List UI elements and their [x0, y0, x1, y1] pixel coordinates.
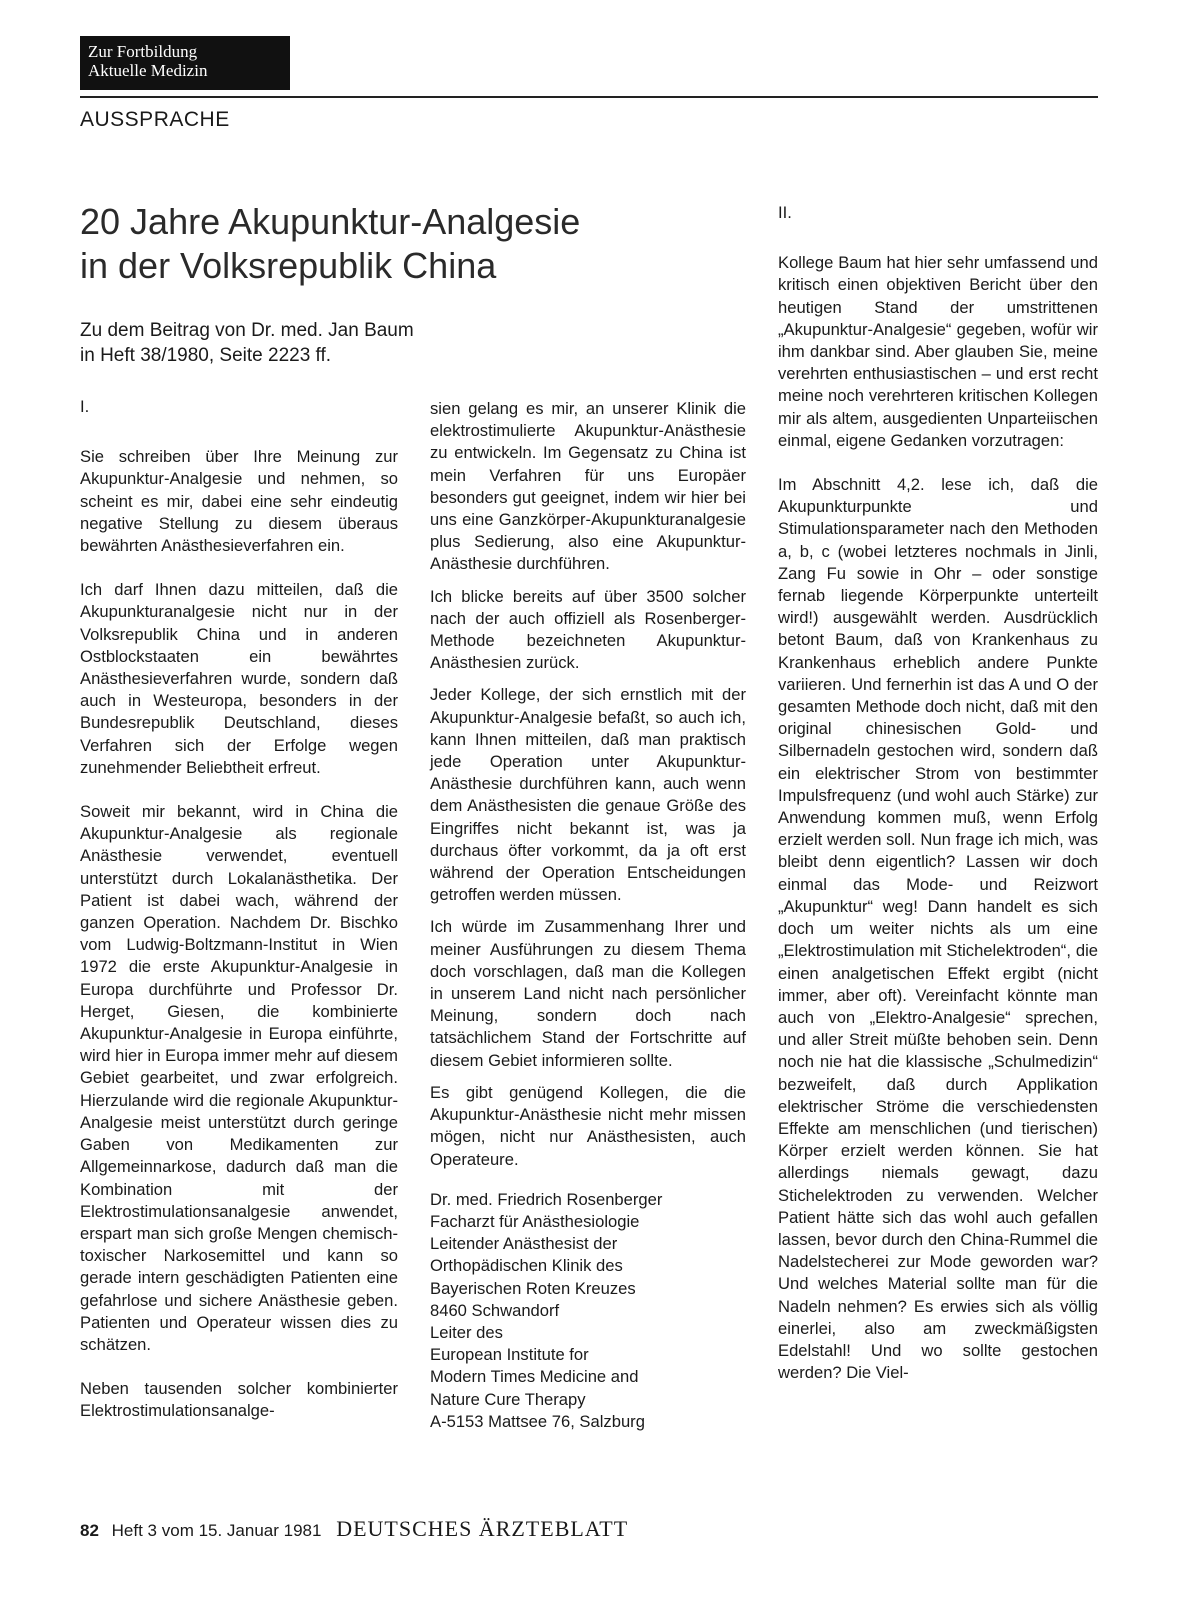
subtitle-line-2: in Heft 38/1980, Seite 2223 ff. [80, 345, 332, 366]
section-badge [80, 36, 290, 90]
article-subtitle [80, 318, 414, 368]
signature-line: A-5153 Mattsee 76, Salzburg [430, 1411, 645, 1431]
subtitle-line-1: Zu dem Beitrag von Dr. med. Jan Baum [80, 320, 414, 341]
section-label: AUSSPRACHE [80, 108, 230, 131]
signature-line: Bayerischen Roten Kreuzes [430, 1278, 636, 1298]
author-signature [430, 1189, 746, 1433]
page-footer [80, 1516, 628, 1542]
page-number: 82 [80, 1521, 99, 1540]
column-3 [778, 202, 1098, 1406]
section-heading-1: I. [80, 397, 90, 416]
paragraph: Ich würde im Zusammenhang Ihrer und meiner Ausführungen zu diesem Thema doch vorschlagen, daß man die Kollegen in unserem Land nicht nach persönlicher Meinung, sondern doch nach tatsächlichem Stand der Fortschritte auf diesem Gebiet informieren sollte. [430, 917, 746, 1070]
badge-line-1: Zur Fortbildung [88, 42, 198, 61]
header-rule [80, 96, 1098, 98]
paragraph: sien gelang es mir, an unserer Klinik die elektrostimulierte Akupunktur-Anästhesie zu entwickeln. Im Gegensatz zu China ist mein Verfahren für uns Europäer besonders gut geeignet, indem wir hier bei uns eine Ganzkörper-Akupunkturanalgesie plus Sedierung, also eine Akupunktur-Anästhesie durchführen. [430, 399, 746, 574]
section-heading-2: II. [778, 203, 792, 222]
paragraph: Im Abschnitt 4,2. lese ich, daß die Akupunkturpunkte und Stimulationsparameter nach den Methoden a, b, c (wobei letzteres nochmals in Jinli, Zang Fu sowie in Ohr – oder sonstige fernab liegende Körperpunkte unterteilt wird!) ausgewählt werden. Ausdrücklich betont Baum, daß von Krankenhaus zu Krankenhaus erheblich andere Punkte variieren. Und fernerhin ist das A und O der gesamten Methode doch nicht, daß mit den original chinesischen Gold- und Silbernadeln gestochen wird, sondern daß ein elektrischer Strom von bestimmter Impulsfrequenz (und wohl auch Stärke) zur Anwendung kommen muß, wenn Erfolg erzielt werden soll. Nun frage ich mich, was bleibt denn eigentlich? Lassen wir doch einmal das Mode- und Reizwort „Akupunktur“ weg! Dann handelt es sich doch um weiter nichts als um eine „Elektrostimulation mit Stichelektroden“, die einen analgetischen Effekt ergibt (nicht immer, aber oft). Vereinfacht könnte man auch von „Elektro-Analgesie“ sprechen, und aller Streit müßte behoben sein. Denn noch nie hat die klassische „Schulmedizin“ bezweifelt, daß durch Applikation elektrischer Ströme die verschiedensten Effekte am menschlichen (und tierischen) Körper erzielt werden können. Sie hat allerdings niemals gewagt, dazu Stichelektroden zu verwenden. Welcher Patient hätte sich das wohl auch gefallen lassen, bevor durch den China-Rummel die Nadelstecherei zur Mode geworden war? Und welches Material sollte man für die Nadeln nehmen? Es erwies sich als völlig einerlei, also am zweckmäßigsten Edelstahl! Und wo sollte gestochen werden? Die Viel- [778, 475, 1098, 1383]
article-title [80, 200, 580, 288]
paragraph: Jeder Kollege, der sich ernstlich mit der Akupunktur-Analgesie befaßt, so auch ich, kann Ihnen mitteilen, daß man praktisch jede Operation unter Akupunktur-Anästhesie durchführen kann, auch wenn dem Anästhesisten die genaue Größe des Eingriffes nicht bekannt ist, was ja durchaus öfter vorkommt, da ja oft erst während der Operation Entscheidungen getroffen werden müssen. [430, 685, 746, 905]
signature-line: Leitender Anästhesist der [430, 1234, 618, 1254]
paragraph: Soweit mir bekannt, wird in China die Akupunktur-Analgesie als regionale Anästhesie verwendet, eventuell unterstützt durch Lokalanästhetika. Der Patient ist dabei wach, während der ganzen Operation. Nachdem Dr. Bischko vom Ludwig-Boltzmann-Institut in Wien 1972 die erste Akupunktur-Analgesie in Europa durchführte und Professor Dr. Herget, Giesen, die kombinierte Akupunktur-Analgesie in Europa einführte, wird hier in Europa immer mehr auf diesem Gebiet gearbeitet, und zwar erfolgreich. Hierzulande wird die regionale Akupunktur-Analgesie meist unterstützt durch geringe Gaben von Medikamenten zur Allgemeinnarkose, dadurch daß man die Kombination mit der Elektrostimulationsanalgesie anwendet, erspart man sich große Mengen chemisch-toxischer Narkosemittel und kann so gerade intern geschädigten Patienten eine gefahrlose und sichere Anästhesie geben. Patienten und Operateur wissen dies zu schätzen. [80, 802, 398, 1354]
signature-line: 8460 Schwandorf [430, 1300, 560, 1320]
column-1 [80, 396, 398, 1445]
paragraph: Sie schreiben über Ihre Meinung zur Akupunktur-Analgesie und nehmen, so scheint es mir, dabei eine sehr eindeutig negative Stellung zu diesem überaus bewährten Anästhesieverfahren ein. [80, 447, 398, 556]
signature-line: Orthopädischen Klinik des [430, 1256, 623, 1276]
paragraph: Ich blicke bereits auf über 3500 solcher nach der auch offiziell als Rosenberger-Methode bezeichneten Akupunktur-Anästhesien zurück. [430, 586, 746, 673]
title-line-2: in der Volksrepublik China [80, 245, 497, 286]
paragraph: Es gibt genügend Kollegen, die die Akupunktur-Anästhesie nicht mehr missen mögen, nicht nur Anästhesisten, auch Operateure. [430, 1082, 746, 1169]
journal-name: DEUTSCHES ÄRZTEBLATT [336, 1516, 629, 1541]
signature-line: Nature Cure Therapy [430, 1389, 586, 1409]
signature-line: Facharzt für Anästhesiologie [430, 1211, 640, 1231]
title-line-1: 20 Jahre Akupunktur-Analgesie [80, 201, 581, 242]
signature-line: Dr. med. Friedrich Rosenberger [430, 1189, 663, 1209]
paragraph: Neben tausenden solcher kombinierter Elektrostimulationsanalge- [80, 1379, 398, 1421]
signature-line: European Institute for [430, 1345, 589, 1365]
paragraph: Kollege Baum hat hier sehr umfassend und kritisch einen objektiven Bericht über den heutigen Stand der umstrittenen „Akupunktur-Analgesie“ gegeben, wofür wir ihm dankbar sind. Aber glauben Sie, meine verehrten enthusiastischen – und erst recht meine noch verehrteren kritischen Kollegen mir als altem, ausgedienten Unparteiischen einmal, eigene Gedanken vorzutragen: [778, 253, 1098, 450]
signature-line: Leiter des [430, 1322, 503, 1342]
badge-line-2: Aktuelle Medizin [88, 61, 208, 80]
signature-line: Modern Times Medicine and [430, 1367, 639, 1387]
column-2 [430, 398, 746, 1433]
issue-info: Heft 3 vom 15. Januar 1981 [111, 1521, 322, 1540]
paragraph: Ich darf Ihnen dazu mitteilen, daß die Akupunkturanalgesie nicht nur in der Volksrepublik China und in anderen Ostblockstaaten ein bewährtes Anästhesieverfahren wurde, sondern daß auch in Westeuropa, besonders in der Bundesrepublik Deutschland, dieses Verfahren sich der Erfolge wegen zunehmender Beliebtheit erfreut. [80, 580, 398, 777]
